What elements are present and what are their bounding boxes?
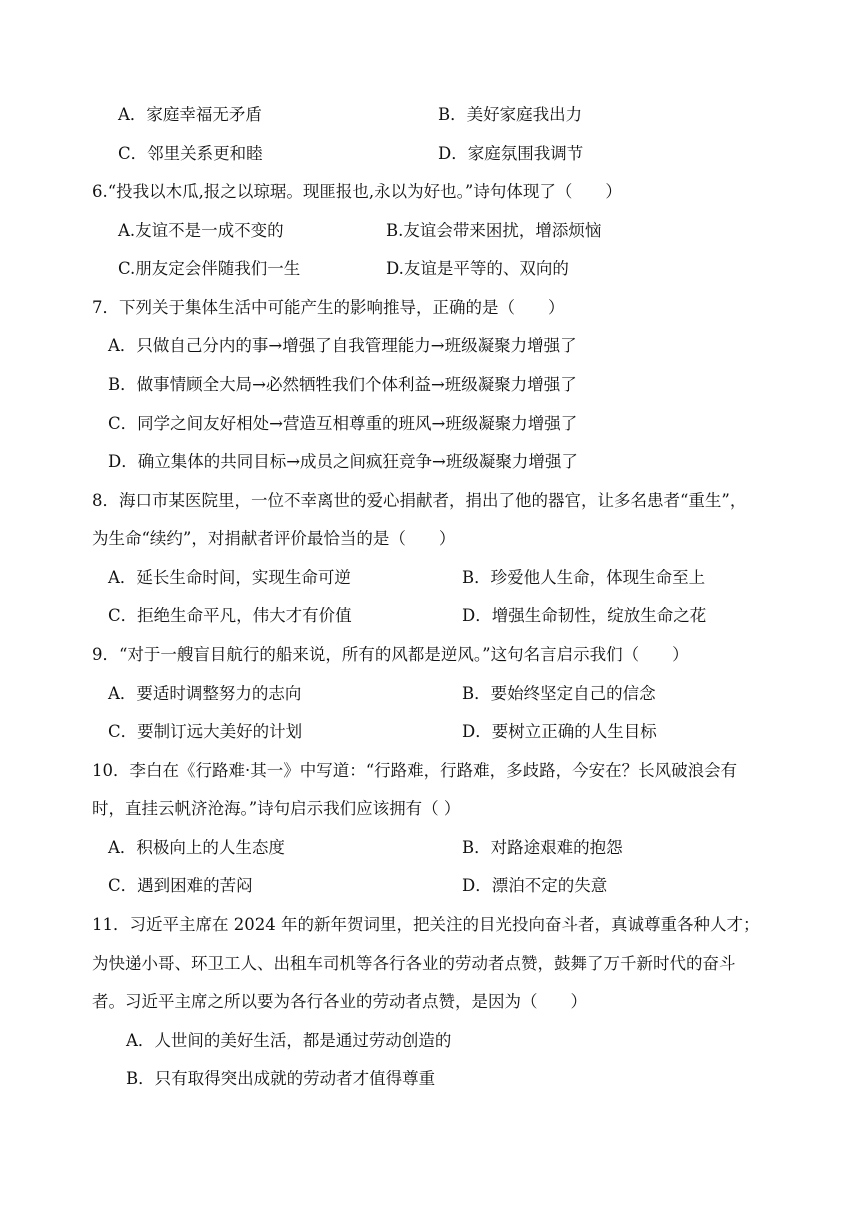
q8-option-b: B．珍爱他人生命，体现生命至上: [462, 568, 706, 587]
q7-stem: 7．下列关于集体生活中可能产生的影响推导，正确的是（ ）: [92, 298, 565, 317]
q11-stem-line2: 为快递小哥、环卫工人、出租车司机等各行各业的劳动者点赞，鼓舞了万千新时代的奋斗: [92, 954, 736, 973]
q8-stem-line1: 8．海口市某医院里，一位不幸离世的爱心捐献者，捐出了他的器官，让多名患者“重生”，: [92, 491, 747, 510]
q6-option-a: A.友谊不是一成不变的: [118, 221, 284, 240]
q10-option-b: B．对路途艰难的抱怨: [462, 838, 623, 857]
q9-option-d: D．要树立正确的人生目标: [462, 722, 657, 741]
q6-stem: 6.“投我以木瓜,报之以琼琚。现匪报也,永以为好也。”诗句体现了（ ）: [92, 182, 622, 201]
q6-option-c: C.朋友定会伴随我们一生: [118, 259, 301, 278]
q5-option-b: B．美好家庭我出力: [438, 105, 583, 124]
q7-option-c: C．同学之间友好相处→营造互相尊重的班风→班级凝聚力增强了: [108, 414, 578, 433]
q8-option-c: C．拒绝生命平凡，伟大才有价值: [108, 606, 352, 625]
q10-stem-line1: 10．李白在《行路难·其一》中写道：“行路难，行路难，多歧路，今安在？长风破浪会有: [92, 761, 738, 780]
q6-option-b: B.友谊会带来困扰，增添烦恼: [386, 221, 602, 240]
q6-option-d: D.友谊是平等的、双向的: [386, 259, 569, 278]
q8-stem-line2: 为生命“续约”，对捐献者评价最恰当的是（ ）: [92, 529, 456, 548]
q11-stem-line1: 11．习近平主席在 2024 年的新年贺词里，把关注的目光投向奋斗者，真诚尊重各种人才；: [92, 915, 760, 934]
q11-stem-line3: 者。习近平主席之所以要为各行各业的劳动者点赞，是因为（ ）: [92, 992, 587, 1011]
q9-option-b: B．要始终坚定自己的信念: [462, 684, 656, 703]
q10-option-c: C．遇到困难的苦闷: [108, 876, 253, 895]
q5-option-d: D．家庭氛围我调节: [438, 144, 584, 163]
q10-stem-line2: 时，直挂云帆济沧海。”诗句启示我们应该拥有（ ）: [92, 799, 461, 818]
q8-option-a: A．延长生命时间，实现生命可逆: [108, 568, 351, 587]
q7-option-d: D．确立集体的共同目标→成员之间疯狂竞争→班级凝聚力增强了: [108, 452, 578, 471]
q9-stem: 9．“对于一艘盲目航行的船来说，所有的风都是逆风。”这句名言启示我们（ ）: [92, 645, 689, 664]
q10-option-a: A．积极向上的人生态度: [108, 838, 285, 857]
q11-option-b: B．只有取得突出成就的劳动者才值得尊重: [126, 1069, 436, 1088]
q7-option-b: B．做事情顾全大局→必然牺牲我们个体利益→班级凝聚力增强了: [108, 375, 577, 394]
q9-option-a: A．要适时调整努力的志向: [108, 684, 302, 703]
q9-option-c: C．要制订远大美好的计划: [108, 722, 303, 741]
q11-option-a: A．人世间的美好生活，都是通过劳动创造的: [126, 1031, 452, 1050]
q7-option-a: A．只做自己分内的事→增强了自我管理能力→班级凝聚力增强了: [108, 336, 577, 355]
q10-option-d: D．漂泊不定的失意: [462, 876, 608, 895]
q5-option-a: A．家庭幸福无矛盾: [118, 105, 262, 124]
q5-option-c: C．邻里关系更和睦: [118, 144, 263, 163]
q8-option-d: D．增强生命韧性，绽放生命之花: [462, 606, 707, 625]
